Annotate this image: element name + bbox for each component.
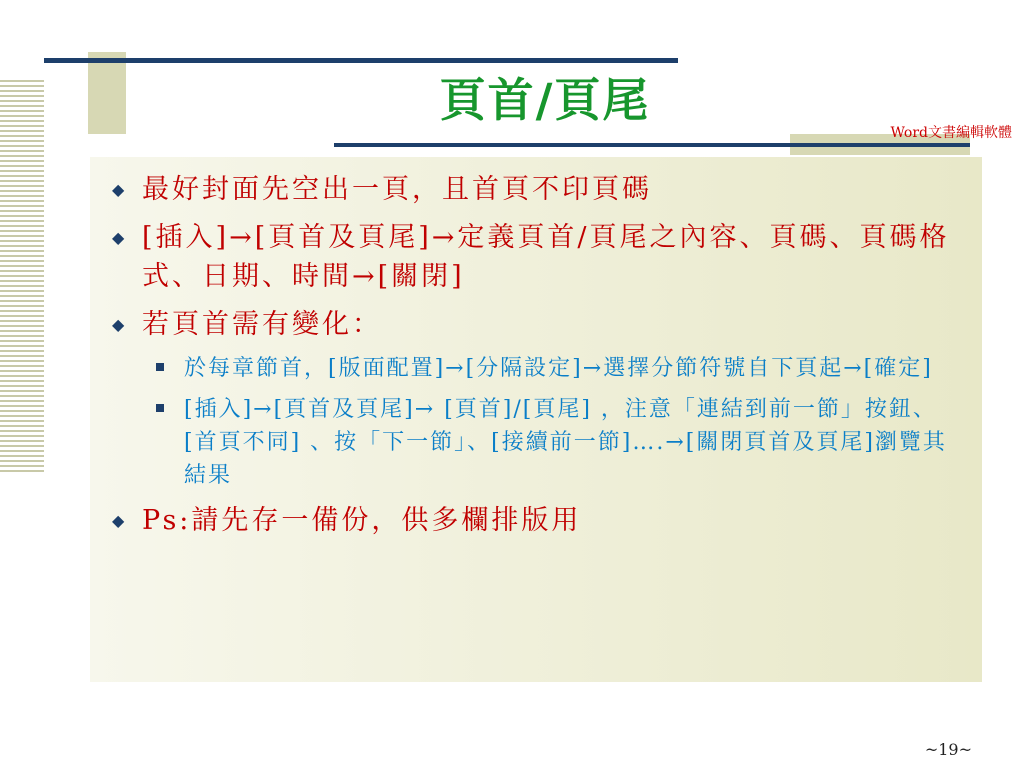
square-bullet-icon <box>156 363 164 371</box>
diamond-bullet-icon: ◆ <box>112 228 128 248</box>
slide-subtitle: Word文書編輯軟體 <box>890 125 1012 141</box>
title-underline-rule <box>334 143 970 147</box>
sub-bullet-item <box>156 352 952 385</box>
bullet-item <box>110 502 952 540</box>
bullet-item <box>110 219 952 296</box>
sub-bullet-item <box>156 393 952 492</box>
square-bullet-icon <box>156 404 164 412</box>
bullet-item <box>110 306 952 492</box>
bullet-text: 若頁首需有變化： <box>142 308 382 340</box>
diamond-bullet-icon: ◆ <box>112 511 128 531</box>
bullet-text: 最好封面先空出一頁，且首頁不印頁碼 <box>142 174 652 205</box>
top-rule <box>44 58 678 63</box>
slide-title: 頁首/頁尾 <box>439 73 651 127</box>
decorative-block-left <box>88 52 126 134</box>
bullet-list <box>90 157 982 541</box>
bullet-text: Ps:請先存一備份，供多欄排版用 <box>142 505 582 537</box>
content-panel <box>90 157 982 682</box>
decorative-stripes <box>0 80 44 475</box>
sub-bullet-text: [插入]→[頁首及頁尾]→ [頁首]/[頁尾] ，注意「連結到前一節」按鈕、[首頁不同] 、按「下一節」、[接續前一節]….→[關閉頁首及頁尾]瀏覽其結果 <box>184 397 947 489</box>
diamond-bullet-icon: ◆ <box>112 180 128 199</box>
bullet-item <box>110 171 952 209</box>
page-number: ~19~ <box>924 740 972 759</box>
diamond-bullet-icon: ◆ <box>112 314 128 334</box>
sub-bullet-list <box>142 352 952 492</box>
sub-bullet-text: 於每章節首，[版面配置]→[分隔設定]→選擇分節符號自下頁起→[確定] <box>184 356 933 382</box>
bullet-text: [插入]→[頁首及頁尾]→定義頁首/頁尾之內容、頁碼、頁碼格式、日期、時間→[關閉] <box>142 222 950 292</box>
